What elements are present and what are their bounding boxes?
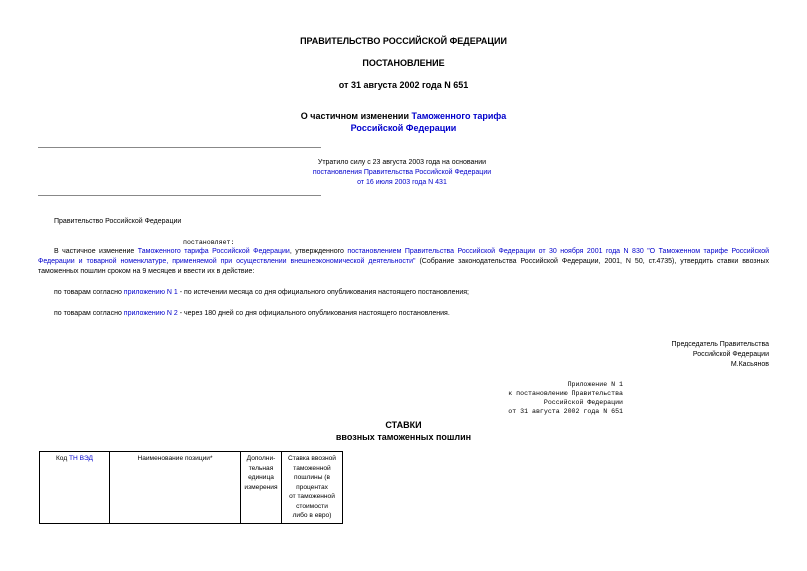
rates-table <box>39 451 343 524</box>
tn-ved-link[interactable]: ТН ВЭД <box>69 455 94 462</box>
intro-text: Правительство Российской Федерации <box>54 218 182 225</box>
decree-word: постановляет: <box>183 239 235 246</box>
p3-text-a: по товарам согласно <box>54 310 124 317</box>
p2-text-b: - по истечении месяца со дня официального опубликования настоящего постановления; <box>177 289 469 296</box>
divider-top <box>38 147 321 148</box>
appendix-number: Приложение N 1 <box>567 381 623 388</box>
unit-line-1: Дополни- <box>246 455 276 462</box>
repeal-decree-link[interactable]: постановления Правительства Российской Федерации <box>312 169 492 176</box>
appendix-to-decree: к постановлению Правительства <box>508 390 623 397</box>
paragraph-appendix-2 <box>54 309 450 319</box>
signature-name: М.Касьянов <box>730 361 769 368</box>
appendix-header <box>508 380 623 416</box>
rates-title: СТАВКИ <box>385 420 422 430</box>
status-note <box>222 158 582 188</box>
table-header-row <box>40 452 343 524</box>
paragraph-main <box>38 247 769 277</box>
rate-line-3: пошлины (в <box>294 474 330 481</box>
signature-organization: Российской Федерации <box>692 351 769 358</box>
rate-line-6: стоимости <box>296 502 328 510</box>
decree-830-link[interactable]: постановлением Правительства Российской Федерации от 30 ноября 2001 года N 830 "О Таможенном тарифе Российской Федерации и товарной номенклатуре, применяемой при осуществлении внешнеэкономической деятельности" <box>38 248 770 265</box>
appendix-date: от 31 августа 2002 года N 651 <box>508 408 623 415</box>
header-code <box>40 452 110 524</box>
rate-line-5: от таможенной <box>289 493 335 500</box>
p2-text-a: по товарам согласно <box>54 289 124 296</box>
repeal-decree-date-link[interactable]: от 16 июля 2003 года N 431 <box>357 179 447 186</box>
status-line-1: Утратило силу с 23 августа 2003 года на основании <box>317 159 487 166</box>
customs-tariff-link-2[interactable]: Российской Федерации <box>350 123 457 133</box>
unit-line-4: измерения <box>244 483 278 491</box>
header-duty-rate <box>282 452 343 524</box>
rate-line-7: либо в евро) <box>292 512 332 519</box>
unit-line-3: единица <box>248 474 274 481</box>
signature-position: Председатель Правительства <box>671 341 769 348</box>
paragraph-appendix-1 <box>54 288 469 298</box>
header-code-prefix: Код <box>55 455 70 462</box>
signature-block <box>672 340 769 370</box>
customs-tariff-link[interactable]: Таможенного тарифа <box>411 111 507 121</box>
appendix-1-link[interactable]: приложению N 1 <box>123 289 178 296</box>
title-prefix: О частичном изменении <box>300 111 412 121</box>
document-date-number: от 31 августа 2002 года N 651 <box>338 80 469 90</box>
p1-text-b: , утвержденного <box>289 248 348 255</box>
header-position-name: Наименование позиции* <box>110 452 241 524</box>
rate-line-1: Ставка ввозной <box>288 455 336 462</box>
p1-text-a: В частичное изменение <box>54 248 138 255</box>
appendix-2-link[interactable]: приложению N 2 <box>123 310 178 317</box>
p3-text-b: - через 180 дней со дня официального опубликования настоящего постановления. <box>177 310 450 317</box>
rate-line-2: таможенной <box>293 464 331 472</box>
government-heading: ПРАВИТЕЛЬСТВО РОССИЙСКОЙ ФЕДЕРАЦИИ <box>300 36 507 46</box>
unit-line-2: тельная <box>248 464 274 472</box>
document-title <box>0 110 807 134</box>
document-type: ПОСТАНОВЛЕНИЕ <box>362 58 445 68</box>
tariff-link[interactable]: Таможенного тарифа Российской Федерации <box>137 248 290 255</box>
divider-bottom <box>38 195 321 196</box>
rate-line-4: процентах <box>296 483 328 491</box>
appendix-organization: Российской Федерации <box>543 399 623 406</box>
rates-subtitle: ввозных таможенных пошлин <box>335 432 472 442</box>
p1-text-c: (Собрание законодательства Российской Федерации, 2001, N 50, ст.4735), утвердить ставки ввозных таможенных пошлин сроком на 9 месяцев и ввести их в действие: <box>38 258 769 275</box>
header-additional-unit <box>241 452 282 524</box>
